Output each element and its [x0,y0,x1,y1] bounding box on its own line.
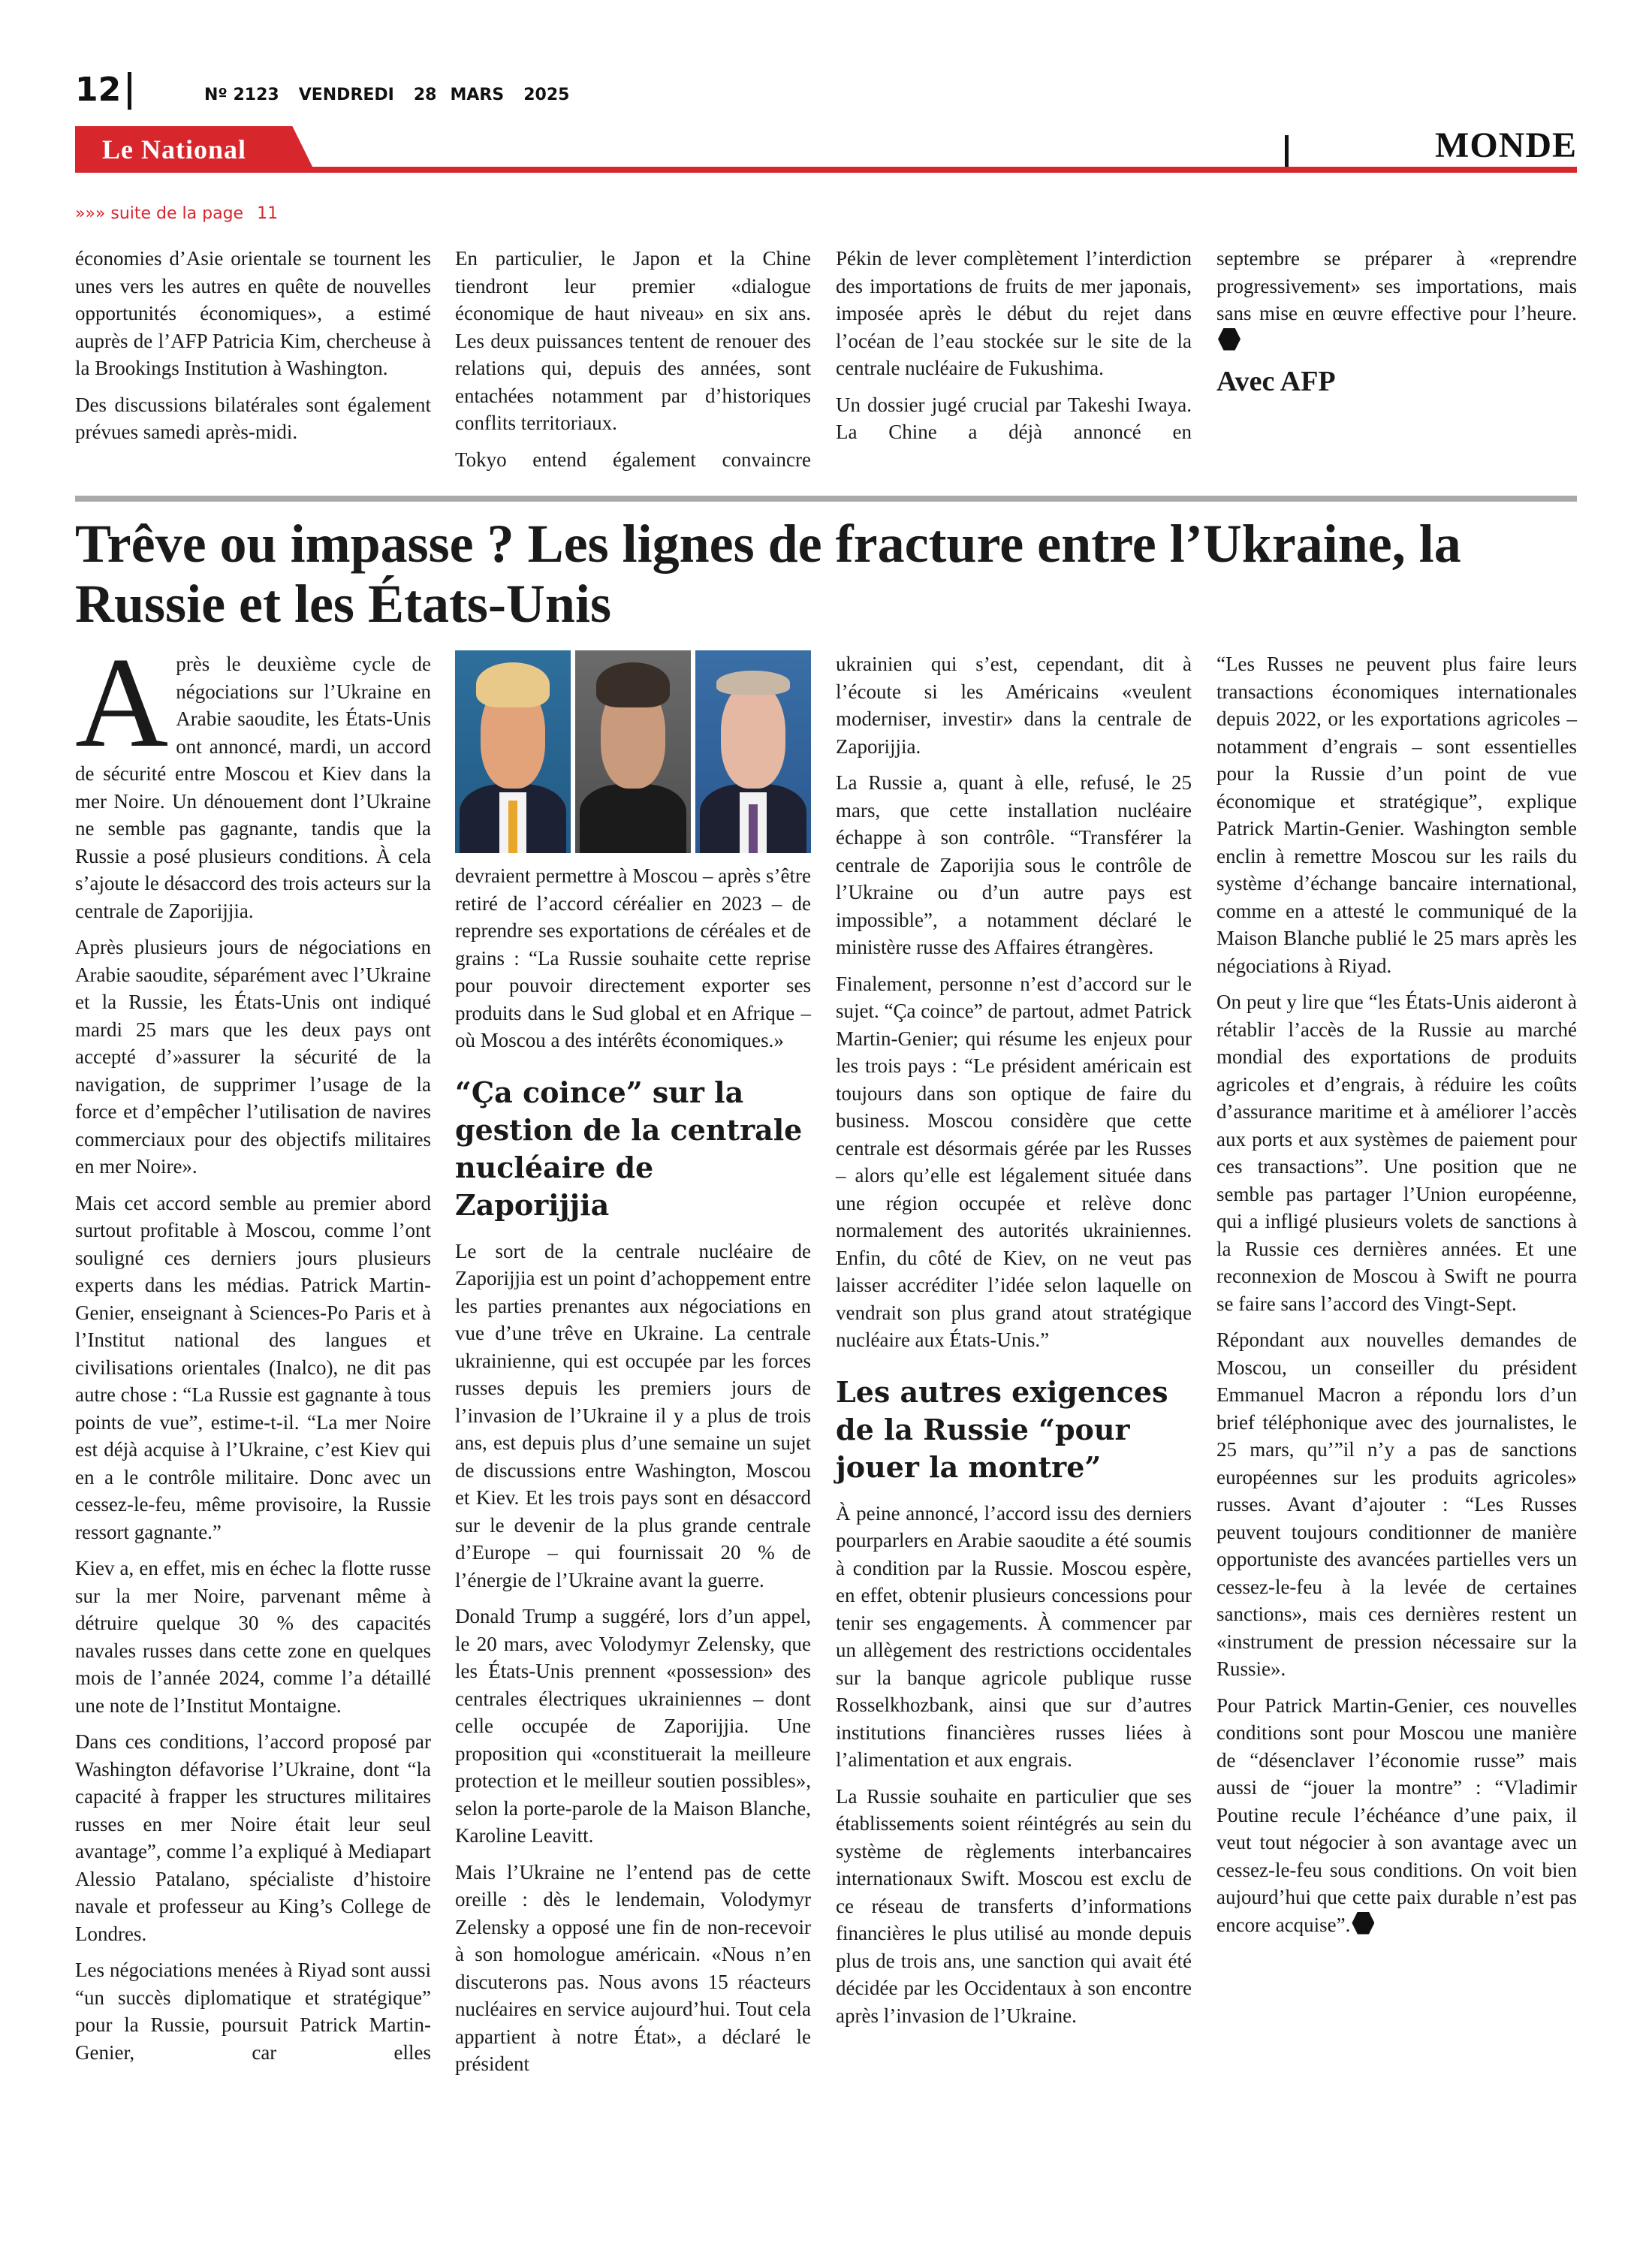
paragraph: Kiev a, en effet, mis en échec la flotte russe sur la mer Noire, parvenant même à détruire quelque 30 % des capacités navales russes dans cette zone en quelques mois de l’année 2024, comme l’a détaillé une note de l’Institut Montaigne. [75,1557,431,1717]
paragraph: La Russie souhaite en particulier que ses établissements soient réintégrés au sein du système de règlements interbancaires internationaux Swift. Moscou est exclu de ce réseau de transferts d’informations financières le plus utilisé au monde depuis plus de trois ans, une sanction qui avait été décidée par les Occidentaux à son encontre après l’invasion de l’Ukraine. [836,1784,1192,2027]
paragraph: À peine annoncé, l’accord issu des derniers pourparlers en Arabie saoudite a été soumis à condition par la Russie. Moscou espère, en effet, obtenir plusieurs concessions pour tenir ses engagements. À commencer par un allègement des restrictions occidentales sur la banque agricole publique russe Rosselkhozbank, ainsi que sur d’autres institutions financières russes liées à l’alimentation et aux engrais. [836,1501,1192,1771]
section-title: MONDE [1435,125,1577,165]
paragraph: Un dossier jugé crucial par Takeshi Iwaya. La Chine a déjà annoncé en [836,393,1192,443]
photo-portrait-2 [575,650,691,853]
paragraph [1216,245,1577,354]
paragraph-text: Pour Patrick Martin-Genier, ces nouvelles conditions sont pour Moscou une manière de “désenclaver l’économie russe” mais aussi de “jouer la montre” : “Vladimir Poutine recule l’échéance d’une paix, il veut tout négocier à son avantage avec un cessez-le-feu sous conditions. On voit bien aujourd’hui que cette paix durable n’est pas encore acquise”. [1216,1694,1577,1936]
paragraph [1216,1692,1577,1939]
continuation-page: 11 [257,204,279,223]
photo-portrait-1 [455,650,571,853]
paragraph: Répondant aux nouvelles demandes de Moscou, un conseiller du président Emmanuel Macron a répondu lors d’un brief téléphonique avec des journalistes, le 25 mars, qu’”il n’y a pas de sanctions européennes sur les produits agricoles» russes. Avant d’ajouter : “Les Russes peuvent toujours conditionner de manière opportuniste des avancées partielles vers un cessez-le-feu à la levée de certaines sanctions», mais ces dernières restent un «instrument de pression nécessaire sur la Russie». [1216,1329,1577,1680]
subheading: “Ça coince” sur la gestion de la centrale nucléaire de Zaporijjia [455,1075,803,1222]
issue-year: 2025 [523,86,570,104]
page-number: 12 [75,71,122,109]
paragraph: Après plusieurs jours de négociations en Arabie saoudite, séparément avec l’Ukraine et la Russie, les États-Unis ont indiqué mardi 25 mars que les deux pays ont accepté d’»assurer la sécurité de la navigation, de supprimer l’usage de la force et d’empêcher l’utilisation de navires commerciaux pour des objectifs militaires en mer Noire». [75,936,431,1178]
paragraph: ukrainien qui s’est, cependant, dit à l’écoute si les Américains «veulent moderniser, investir» dans la centrale de Zaporijjia. [836,653,1192,758]
paragraph: Des discussions bilatérales sont également prévues samedi après-midi. [75,393,431,443]
paragraph: On peut y lire que “les États-Unis aideront à rétablir l’accès de la Russie au marché mondial des exportations de produits agricoles et d’engrais, à réduire les coûts d’assurance maritime et à améliorer l’accès aux ports et aux systèmes de paiement pour ces transactions”. Une position que ne semble pas partager l’Union européenne, qui a infligé plusieurs volets de sanctions à la Russie ces dernières années. Et une reconnexion de Moscou à Swift ne pourra se faire sans l’accord des Vingt-Sept. [1216,991,1577,1315]
paragraph: En particulier, le Japon et la Chine tiendront leur premier «dialogue économique de haut niveau» en six ans. Les deux puissances tentent de renouer des relations qui, depuis des années, sont entachées notamment par d’historiques conflits territoriaux. [455,247,811,434]
article-column-4 [1216,650,1577,1947]
article-headline: Trêve ou impasse ? Les lignes de fracture entre l’Ukraine, la Russie et les États-Unis [75,514,1461,634]
lead-paragraph [75,632,431,924]
section-divider [1285,135,1289,167]
top-column-3 [836,245,1192,446]
continuation-text: »»» suite de la page [75,204,244,223]
article-separator [75,496,1577,502]
issue-weekday: VENDREDI [298,86,394,104]
article-signature: Avec AFP [1216,366,1336,397]
paragraph: Donald Trump a suggéré, lors d’un appel, le 20 mars, avec Volodymyr Zelensky, que les États-Unis prennent «possession» des centrales électriques ukrainiennes – dont celle occupée de Zaporijjia. Une proposition qui «constituerait la meilleure protection et le meilleur soutien possibles», selon la porte-parole de la Maison Blanche, Karoline Leavitt. [455,1605,811,1847]
end-of-article-icon [1352,1912,1374,1935]
top-column-4 [1216,245,1577,396]
paragraph: économies d’Asie orientale se tournent les unes vers les autres en quête de nouvelles opportunités économiques», a estimé auprès de l’AFP Patricia Kim, chercheuse à la Brookings Institution à Washington. [75,247,431,379]
article-column-2 [455,862,811,2078]
paragraph: La Russie a, quant à elle, refusé, le 25 mars, que cette installation nucléaire échappe à son contrôle. “Transférer la centrale de Zaporijia sous le contrôle de l’Ukraine ou d’un autre pays est impossible”, a notamment déclaré le ministère russe des Affaires étrangères. [836,771,1192,958]
header-rule [75,167,1577,173]
end-of-article-icon [1218,328,1241,351]
top-column-1 [75,245,431,455]
paragraph: “Les Russes ne peuvent plus faire leurs transactions économiques internationales depuis 2022, or les exportations agricoles – notamment d’engrais – sont essentielles pour la Russie d’un point de vue économique et stratégique”, explique Patrick Martin-Genier. Washington semble enclin à remettre Moscou sur les rails du système d’échange bancaire international, comme en a attesté le communiqué de la Maison Blanche publié le 25 mars après les négociations à Riyad. [1216,653,1577,977]
issue-line [204,86,589,104]
paragraph: Mais l’Ukraine ne l’entend pas de cette oreille : dès le lendemain, Volodymyr Zelensky a opposé une fin de non-recevoir à son homologue américain. «Nous n’en discuterons pas. Nous avons 15 réacteurs nucléaires en service aujourd’hui. Tout cela appartient à notre État», a déclaré le président [455,1860,811,2075]
brand-name: Le National [102,134,247,164]
paragraph: Le sort de la centrale nucléaire de Zaporijjia est un point d’achoppement entre les parties prenantes aux négociations en vue d’une trêve en Ukraine. La centrale ukrainienne, qui est occupée par les forces russes depuis les premiers jours de l’invasion de l’Ukraine il y a plus de trois ans, est depuis plus d’une semaine un sujet de discussions entre Washington, Moscou et Kiev. Et les trois pays sont en désaccord sur le devenir de la plus grande centrale d’Europe – qui fournissait 20 % de l’énergie de l’Ukraine avant la guerre. [455,1239,811,1591]
paragraph-text: septembre se préparer à «reprendre progressivement» ses importations, mais sans mise en œuvre effective pour l’heure. [1216,247,1577,324]
top-column-2 [455,245,811,473]
paragraph: Les négociations menées à Riyad sont aussi “un succès diplomatique et stratégique” pour la Russie, poursuit Patrick Martin-Genier, car elles [75,1959,431,2064]
drop-cap: A [75,632,169,774]
paragraph: Mais cet accord semble au premier abord surtout profitable à Moscou, comme l’ont souligné ces derniers jours plusieurs experts dans les médias. Patrick Martin-Genier, enseignant à Sciences-Po Paris et à l’Institut national des langues et civilisations orientales (Inalco), ne dit pas autre chose : “La Russie est gagnante à tous points de vue”, estime-t-il. “La mer Noire est déjà acquise à l’Ukraine, c’est Kiev qui en a le contrôle militaire. Donc avec un cessez-le-feu, même provisoire, la Russie ressort gagnante.” [75,1191,431,1543]
paragraph: Finalement, personne n’est d’accord sur le sujet. “Ça coince” de partout, admet Patrick Martin-Genier; qui résume les enjeux pour les trois pays : “Le président américain est toujours dans son optique de faire du business. Moscou considère que cette centrale est désormais gérée par les Russes – alors qu’elle est légalement située dans une région occupée et relève donc normalement des autorités ukrainiennes. Enfin, du côté de Kiev, on ne veut pas laisser accréditer l’idée selon laquelle on vendrait son plus grand atout stratégique nucléaire aux États-Unis.” [836,972,1192,1351]
leaders-photo [455,650,811,853]
paragraph: Tokyo entend également convaincre [455,448,811,471]
issue-day: 28 [413,86,437,104]
article-column-1 [75,632,431,2066]
subheading: Les autres exigences de la Russie “pour jouer la montre” [836,1374,1168,1484]
issue-number: Nº 2123 [204,86,279,104]
page-number-divider [128,72,131,110]
paragraph-text: près le deuxième cycle de négociations sur l’Ukraine en Arabie saoudite, les États-Unis ont annoncé, mardi, un accord de sécurité entre Moscou et Kiev dans la mer Noire. Un dénouement dont l’Ukraine ne semble pas gagnante, tandis que la Russie a posé plusieurs conditions. À cela s’ajoute le désaccord des trois acteurs sur la centrale de Zaporijjia. [75,653,431,922]
paragraph: Pékin de lever complètement l’interdiction des importations de fruits de mer japonais, imposée après le début du rejet dans l’océan de l’eau stockée sur le site de la centrale nucléaire de Fukushima. [836,247,1192,379]
issue-month: MARS [450,86,505,104]
paragraph: devraient permettre à Moscou – après s’être retiré de l’accord céréalier en 2023 – de reprendre ses exportations de céréales et de grains : “La Russie souhaite cette reprise pour pouvoir directement exporter ses produits dans le Sud global et en Afrique – où Moscou a des intérêts économiques.» [455,864,811,1051]
paragraph: Dans ces conditions, l’accord proposé par Washington défavorise l’Ukraine, dont “la capacité à frapper les structures militaires russes en mer Noire était leur seul avantage”, comme l’a expliqué à Mediapart Alessio Patalano, spécialiste d’histoire navale et professeur au King’s College de Londres. [75,1730,431,1945]
photo-portrait-3 [695,650,811,853]
continuation-note [75,204,278,223]
article-column-3 [836,650,1192,2038]
